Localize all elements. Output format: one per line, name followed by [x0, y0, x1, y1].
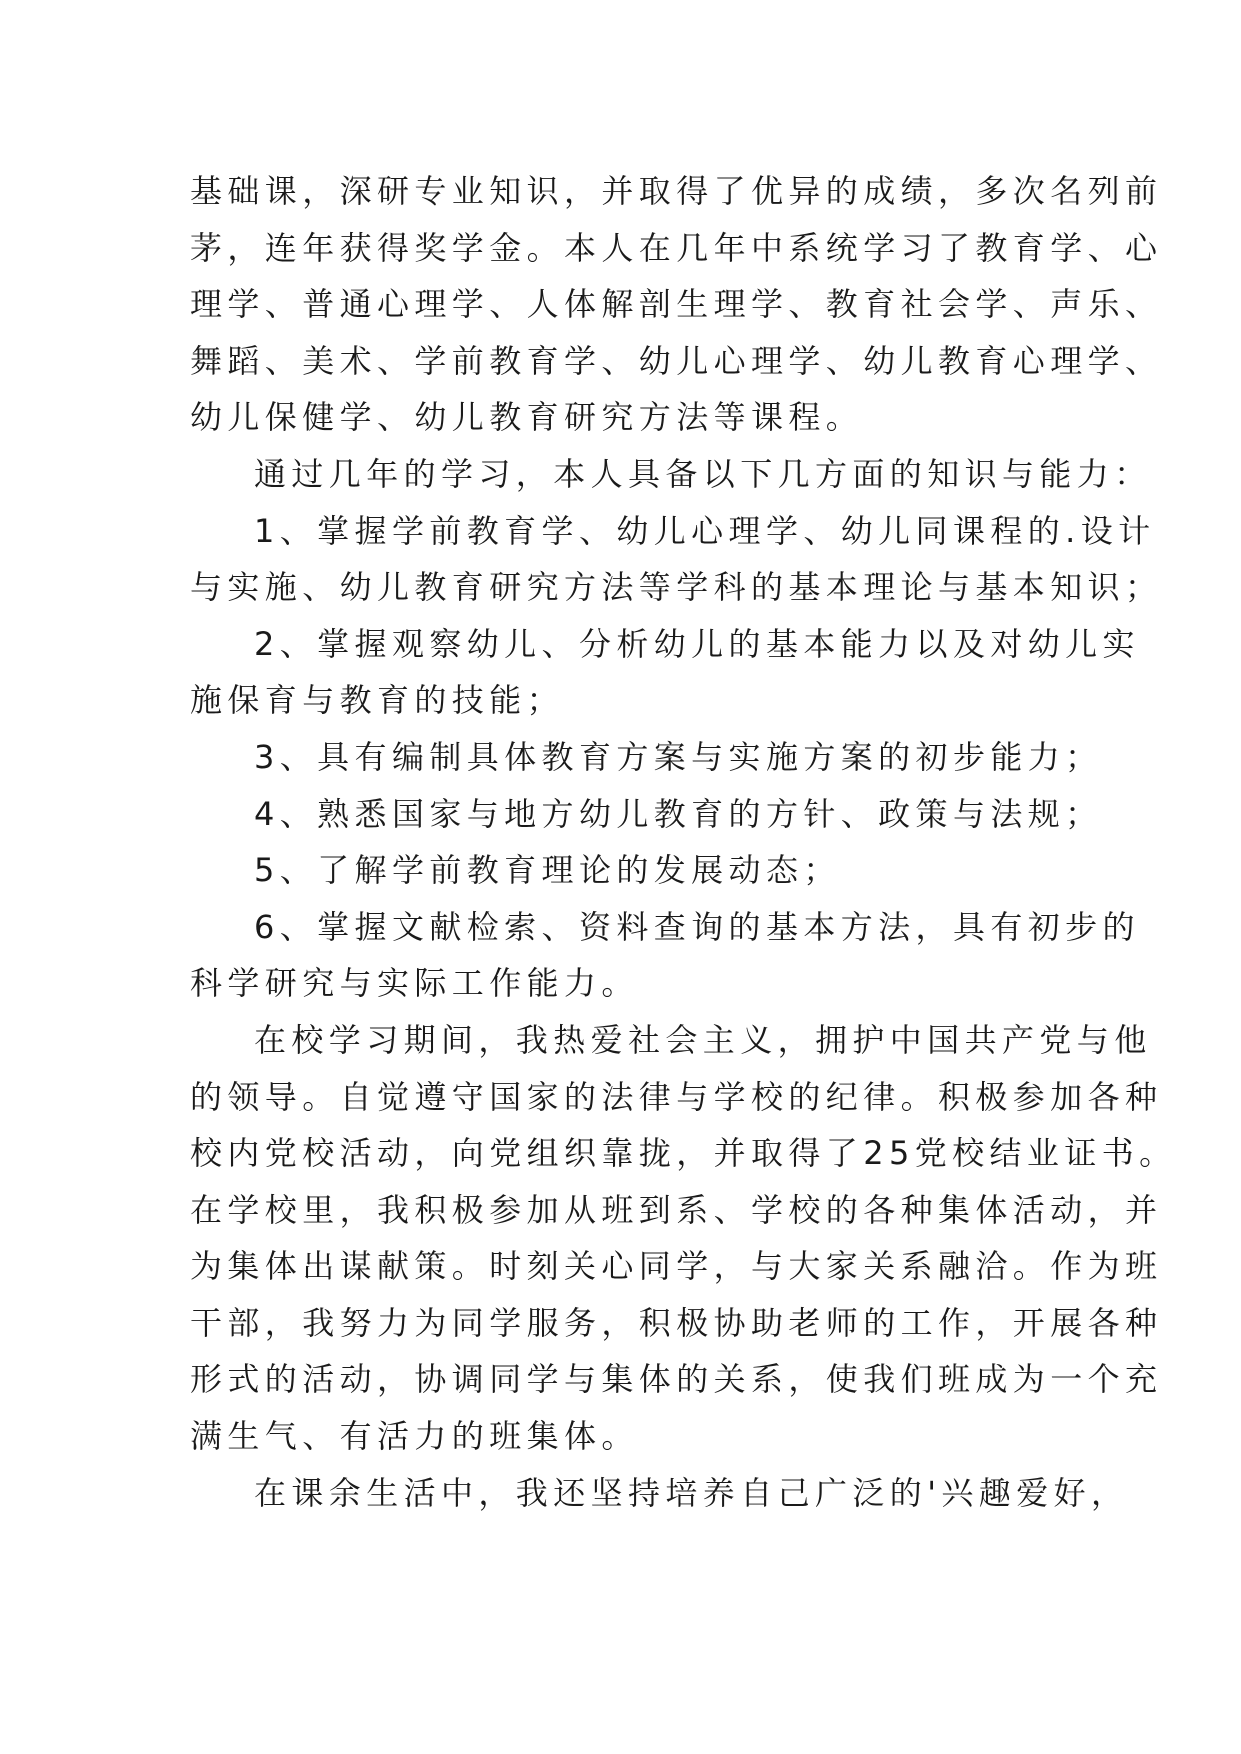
document-line: 施保育与教育的技能； [190, 681, 565, 720]
document-line: 通过几年的学习，本人具备以下几方面的知识与能力： [254, 454, 1152, 493]
document-line: 与实施、幼儿教育研究方法等学科的基本理论与基本知识； [190, 568, 1163, 607]
document-line: 幼儿保健学、幼儿教育研究方法等课程。 [190, 398, 864, 437]
document-line: 茅，连年获得奖学金。本人在几年中系统学习了教育学、心 [190, 228, 1163, 267]
document-line: 干部，我努力为同学服务，积极协助老师的工作，开展各种 [190, 1303, 1163, 1342]
document-line: 的领导。自觉遵守国家的法律与学校的纪律。积极参加各种 [190, 1077, 1163, 1116]
document-line: 校内党校活动，向党组织靠拢，并取得了25党校结业证书。 [190, 1134, 1177, 1173]
document-line: 形式的活动，协调同学与集体的关系，使我们班成为一个充 [190, 1360, 1163, 1399]
document-line: 在课余生活中，我还坚持培养自己广泛的'兴趣爱好， [254, 1473, 1129, 1512]
document-line: 6、掌握文献检索、资料查询的基本方法，具有初步的 [254, 907, 1140, 946]
document-line: 舞蹈、美术、学前教育学、幼儿心理学、幼儿教育心理学、 [190, 341, 1163, 380]
document-line: 基础课，深研专业知识，并取得了优异的成绩，多次名列前 [190, 172, 1163, 210]
document-line: 1、掌握学前教育学、幼儿心理学、幼儿同课程的.设计 [254, 511, 1156, 550]
document-line: 满生气、有活力的班集体。 [190, 1417, 639, 1456]
document-line: 5、了解学前教育理论的发展动态； [254, 851, 841, 890]
document-line: 在学校里，我积极参加从班到系、学校的各种集体活动，并 [190, 1190, 1163, 1229]
document-line: 2、掌握观察幼儿、分析幼儿的基本能力以及对幼儿实 [254, 624, 1140, 663]
document-line: 科学研究与实际工作能力。 [190, 964, 639, 1003]
document-line: 4、熟悉国家与地方幼儿教育的方针、政策与法规； [254, 794, 1103, 833]
document-line: 理学、普通心理学、人体解剖生理学、教育社会学、声乐、 [190, 285, 1163, 324]
document-line: 3、具有编制具体教育方案与实施方案的初步能力； [254, 737, 1103, 776]
document-body [190, 163, 1177, 1521]
document-line: 在校学习期间，我热爱社会主义，拥护中国共产党与他 [254, 1020, 1152, 1059]
document-line: 为集体出谋献策。时刻关心同学，与大家关系融洽。作为班 [190, 1247, 1163, 1286]
